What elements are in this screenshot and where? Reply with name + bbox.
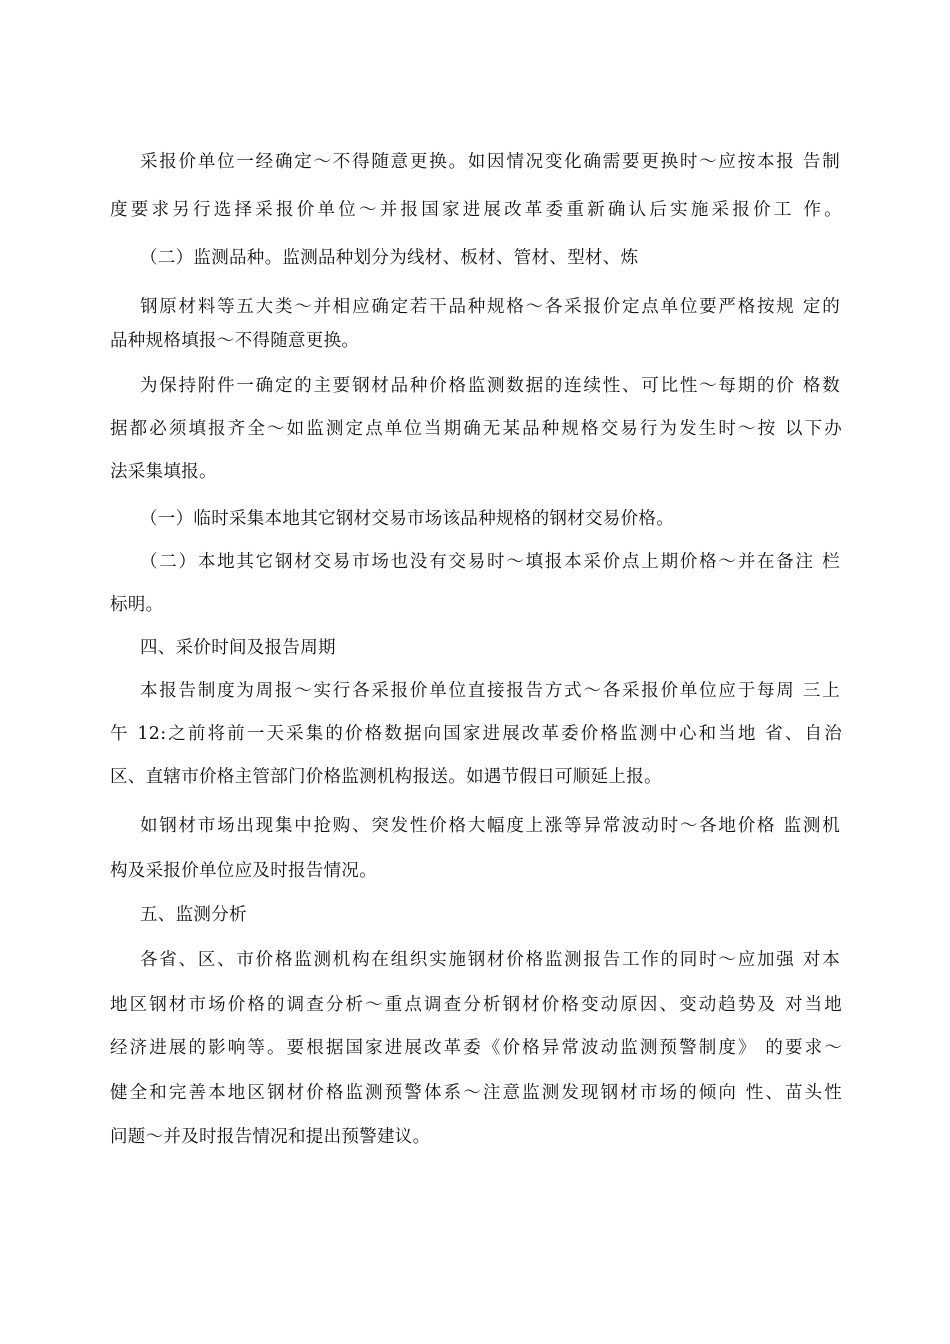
text-line-15: 区、直辖市价格主管部门价格监测机构报送。如遇节假日可顺延上报。: [110, 767, 662, 787]
text-line-2: 度要求另行选择采报价单位〜并报国家进展改革委重新确认后实施采报价工 作。: [110, 200, 842, 220]
text-line-19: 各省、区、市价格监测机构在组织实施钢材价格监测报告工作的同时〜应加强 对本: [140, 950, 840, 970]
text-line-7: 据都必须填报齐全〜如监测定点单位当期确无某品种规格交易行为发生时〜按 以下办: [110, 419, 842, 439]
text-line-8: 法采集填报。: [110, 462, 217, 482]
text-line-4: 钢原材料等五大类〜并相应确定若干品种规格〜各采报价定点单位要严格按规 定的: [140, 297, 840, 317]
text-line-14: 午 12:之前将前一天采集的价格数据向国家进展改革委价格监测中心和当地 省、自治: [110, 724, 842, 744]
text-line-20: 地区钢材市场价格的调查分析〜重点调查分析钢材价格变动原因、变动趋势及 对当地: [110, 995, 842, 1015]
text-line-1: 采报价单位一经确定〜不得随意更换。如因情况变化确需要更换时〜应按本报 告制: [140, 152, 840, 172]
text-line-23: 问题〜并及时报告情况和提出预警建议。: [110, 1127, 431, 1147]
text-line-22: 健全和完善本地区钢材价格监测预警体系〜注意监测发现钢材市场的倾向 性、苗头性: [110, 1083, 842, 1103]
section-heading-4: 四、采价时间及报告周期: [140, 638, 336, 658]
text-line-13: 本报告制度为周报〜实行各采报价单位直接报告方式〜各采报价单位应于每周 三上: [140, 681, 840, 701]
text-line-9: （一）临时采集本地其它钢材交易市场该品种规格的钢材交易价格。: [140, 509, 674, 529]
text-line-16: 如钢材市场出现集中抢购、突发性价格大幅度上涨等异常波动时〜各地价格 监测机: [140, 816, 840, 836]
text-line-3: （二）监测品种。监测品种划分为线材、板材、管材、型材、炼: [140, 248, 639, 268]
text-line-21: 经济进展的影响等。要根据国家进展改革委《价格异常波动监测预警制度》 的要求〜: [110, 1038, 842, 1058]
text-line-17: 构及采报价单位应及时报告情况。: [110, 861, 377, 881]
text-line-10: （二）本地其它钢材交易市场也没有交易时〜填报本采价点上期价格〜并在备注 栏: [140, 552, 840, 572]
section-heading-5: 五、监测分析: [140, 905, 247, 925]
text-line-6: 为保持附件一确定的主要钢材品种价格监测数据的连续性、可比性〜每期的价 格数: [140, 376, 840, 396]
text-line-5: 品种规格填报〜不得随意更换。: [110, 331, 360, 351]
text-line-11: 标明。: [110, 595, 164, 615]
